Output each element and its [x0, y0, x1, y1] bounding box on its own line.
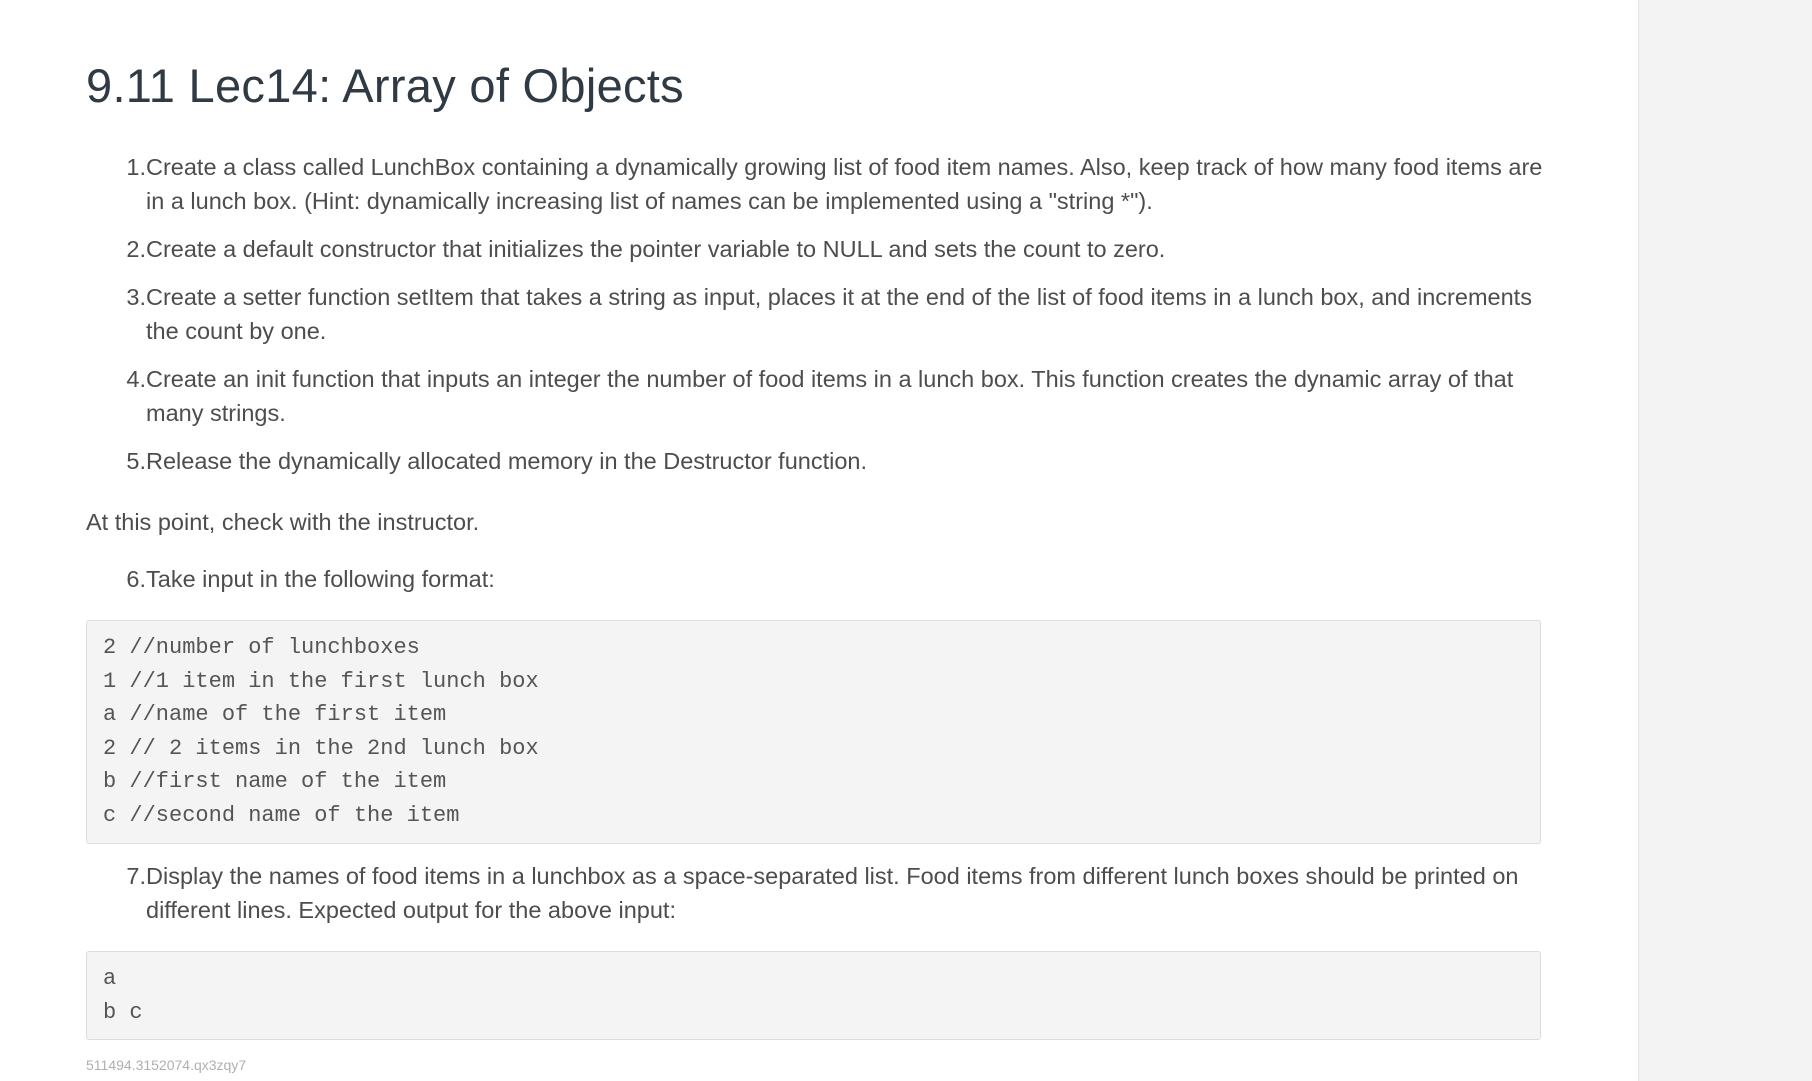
steps-list-step6 — [86, 562, 1546, 610]
step-text: Release the dynamically allocated memory in the Destructor function. — [146, 448, 868, 474]
step-text: Create an init function that inputs an integer the number of food items in a lunch box. This function creates the dynamic array of that many strings. — [146, 366, 1514, 426]
code-line: 2 //number of lunchboxes — [103, 635, 420, 660]
content-id-footer: 511494.3152074.qx3zqy7 — [86, 1057, 247, 1073]
step-text: Take input in the following format: — [146, 566, 495, 592]
step-item — [86, 444, 1546, 478]
steps-list-step7 — [86, 859, 1546, 941]
step-item — [86, 362, 1546, 430]
page-title: 9.11 Lec14: Array of Objects — [86, 59, 684, 112]
step-item — [86, 280, 1546, 348]
step-number: 2 . — [120, 232, 152, 266]
code-line: a //name of the first item — [103, 702, 447, 728]
step-number: 6 . — [120, 562, 152, 596]
code-line: 2 // 2 items in the 2nd lunch box — [103, 735, 539, 761]
step-number: 1 . — [120, 150, 152, 184]
right-side-panel — [1638, 0, 1812, 1081]
step-item — [86, 232, 1546, 266]
instructor-note: At this point, check with the instructor. — [86, 509, 480, 535]
step-number: 7 . — [120, 859, 152, 893]
code-line: c //second name of the item — [103, 802, 460, 828]
step-item — [86, 150, 1546, 218]
step-text: Create a setter function setItem that takes a string as input, places it at the end of the list of food items in a lunch box, and increments the count by one. — [146, 284, 1532, 344]
input-code-block — [86, 620, 1541, 844]
code-line: b c — [103, 999, 143, 1025]
step-number: 3 . — [120, 280, 152, 314]
step-item — [86, 859, 1546, 927]
step-text: Create a default constructor that initializes the pointer variable to NULL and sets the count to zero. — [146, 236, 1166, 262]
output-code-block — [86, 951, 1541, 1040]
steps-list-part1 — [86, 150, 1546, 492]
step-number: 4 . — [120, 362, 152, 396]
step-number: 5 . — [120, 444, 152, 478]
code-line: a — [103, 966, 117, 991]
code-line: 1 //1 item in the first lunch box — [103, 668, 539, 694]
code-line: b //first name of the item — [103, 769, 447, 795]
step-item — [86, 562, 1546, 596]
step-text: Create a class called LunchBox containing a dynamically growing list of food item names. Also, keep track of how many food items are in a lunch box. (Hint: dynamically increasing list of names can be implemented using a "string *"). — [146, 154, 1543, 214]
step-text: Display the names of food items in a lunchbox as a space-separated list. Food items from different lunch boxes should be printed on different lines. Expected output for the above input: — [146, 863, 1519, 923]
